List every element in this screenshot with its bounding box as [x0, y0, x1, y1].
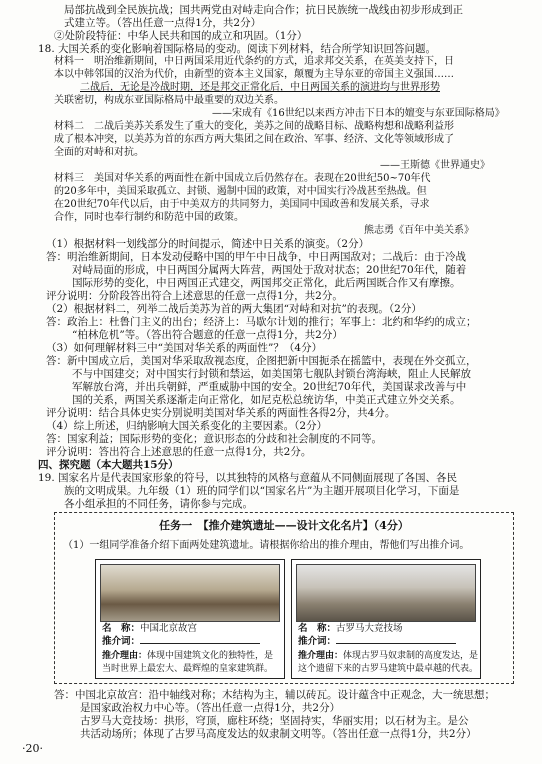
material-1: 材料一 明治维新期间，中日两国采用近代条约的方式，追求邦交关系，在英美支持下，日 — [54, 56, 454, 67]
text-line: 各小组承担的不同任务，请你参与完成。 — [64, 498, 253, 510]
material-1: 关联密切，构成东亚国际格局中最重要的双边关系。 — [54, 95, 284, 106]
material-1-underlined: 二战后，无论是冷战时期，还是邦交正常化后，中日两国关系的演进均与世界形势 — [80, 82, 440, 93]
answer-line: 答：政治上：杜鲁门主义的出台；经济上：马歇尔计划的推行；军事上：北约和华约的成立； — [46, 316, 477, 328]
text-line: 19. 国家名片是代表国家形象的符号，以其独特的风格与意蕴从不同侧面展现了各国、各民 — [38, 472, 458, 484]
sub-question-3: （3）如何理解材料三中“美国对华关系的两面性”？（4分） — [46, 342, 323, 354]
card-reason-2: 这个遗留下来的古罗马建筑中最卓越的代表。 — [298, 664, 479, 674]
material-2: 全面的对峙和对抗。 — [54, 147, 144, 158]
answer-line: 是国家政治权力中心等。（答出任意一点得1分，共2分） — [80, 702, 341, 714]
text-line: 四、探究题（本大题共15分） — [38, 459, 179, 471]
answer-line: “柏林危机”等。（答出符合题意的任意一点得1分，共2分） — [72, 329, 343, 341]
answer-line: 共活动场所；体现了古罗马高度发达的奴隶制文明等。（答出任意一点得1分，共2分） — [80, 728, 477, 740]
answer-line: 国际形势的变化，中日两国正式建交，两国邦交正常化，此后两国既合作又有摩擦。 — [72, 277, 461, 289]
material-3: 的20多年中，美国采取孤立、封锁、遏制中国的政策，对中国实行冷战甚至热战。但 — [54, 186, 427, 197]
card-name: 名 称：中国北京故宫 — [102, 623, 198, 634]
answer-line: 军解放台湾，并出兵朝鲜，严重威胁中国的安全。20世纪70年代，美国谋求改善与中 — [72, 381, 467, 393]
sub-question-1: （1）根据材料一划线部分的时间提示，简述中日关系的演变。（2分） — [46, 238, 370, 250]
material-1: 本以中韩邻国的汉治为代价，由新型的资本主义国家，颠覆为主导东亚的帝国主义强国…… — [54, 69, 454, 80]
card-reason-2: 当时世界上最宏大、最辉煌的皇家建筑群。 — [102, 664, 274, 674]
material-3: 在20世纪70年代以后，由于中美双方的共同努力，美国同中国政善和发展关系，寻求 — [54, 199, 430, 210]
text-line: 答：国家利益；国际形势的变化；意识形态的分歧和社会制度的不同等。 — [46, 433, 382, 445]
answer-line: 古罗马大竞技场：拱形，穹顶，廊柱环绕；坚固持实，华丽实用；以石材为主。是公 — [80, 715, 469, 727]
card-colosseum — [291, 559, 481, 679]
task-intro: （1）一组同学准备介绍下面两处建筑遗址。请根据你给出的推介理由，帮他们写出推介词。 — [63, 540, 470, 551]
card-intro-label: 推介词： — [298, 635, 456, 650]
answer-line: 答：中国北京故宫：沿中轴线对称；木结构为主，辅以砖瓦。设计蕴含中正观念，大一统思想； — [54, 689, 495, 701]
forbidden-city-image — [100, 564, 280, 622]
page-number: ·20· — [22, 742, 43, 755]
task-title: 任务一 【推介建筑遗址——设计文化名片】（4分） — [159, 519, 409, 532]
card-intro-label: 推介词： — [102, 635, 260, 650]
card-name: 名 称：古罗马大竞技场 — [298, 623, 403, 634]
card-reason: 推介理由：体现中国建筑文化的独特性，是 — [102, 651, 274, 661]
answer-line: 不与中国建交；对中国实行封锁和禁运，如美国第七舰队封锁台湾海峡，阻止人民解放 — [72, 368, 471, 380]
sub-question-2: （2）根据材料二，列举二战后美苏为首的两大集团“对峙和对抗”的表现。（2分） — [46, 303, 422, 315]
question-18: 18. 大国关系的变化影响着国际格局的变动。阅读下列材料，结合所学知识回答问题。 — [38, 43, 437, 55]
material-3: 材料三 美国对华关系的两面性在新中国成立后仍然存在。表现在20世纪50~70年代 — [54, 173, 431, 184]
answer-line: 答：明治维新期间，日本发动侵略中国的甲午中日战争，中日两国敌对；二战后：由于冷战 — [46, 251, 466, 263]
material-2: 材料二 二战后美苏关系发生了重大的变化，美苏之间的战略目标、战略构想和战略利益形 — [54, 121, 454, 132]
material-2-source: ——王斯德《世界通史》 — [380, 160, 490, 171]
answer-line: 国的关系，两国关系逐渐走向正常化，如尼克松总统访华，中美正式建立外交关系。 — [72, 394, 461, 406]
scoring-note: 评分说明：分阶段答出符合上述意思的任意一点得1分，共2分。 — [46, 290, 343, 302]
card-forbidden-city — [95, 559, 285, 679]
text-line: （4）综上所述，归纳影响大国关系变化的主要因素。（2分） — [46, 420, 328, 432]
material-1-source: ——宋成有《16世纪以来西方冲击下日本的嬗变与东亚国际格局》 — [212, 108, 505, 119]
scoring-note: 评分说明：结合具体史实分别说明美国对华关系的两面性各得2分，共4分。 — [46, 407, 396, 419]
card-reason: 推介理由：体现古罗马奴隶制的高度发达，是 — [298, 651, 479, 661]
answer-line: 对峙局面的形成，中日两国分属两大阵营，两国处于敌对状态；20世纪70年代，随着 — [72, 264, 467, 276]
text-line: 评分说明：答出符合上述意思的任意一点得1分，共2分。 — [46, 446, 312, 458]
text-line: 局部抗战到全民族抗战；国共两党由对峙走向合作；抗日民族统一战线由初步形成到正 — [64, 4, 463, 16]
task-box — [54, 512, 514, 684]
text-line: ②处阶段特征：中华人民共和国的成立和巩固。（1分） — [54, 30, 308, 42]
colosseum-image — [296, 564, 476, 622]
material-3-source: 熊志勇《百年中美关系》 — [364, 225, 474, 236]
text-line: 族的文明成果。九年级（1）班的同学们以“国家名片”为主题开展项目化学习，下面是 — [64, 485, 460, 497]
material-3: 合作，同时也奉行制约和防范中国的政策。 — [54, 212, 244, 223]
answer-line: 答：新中国成立后，美国对华采取敌视态度，企图把新中国扼杀在摇篮中，表现在外交孤立， — [46, 355, 477, 367]
material-2: 成了根本冲突，以美苏为首的东西方两大集团之间在政治、军事、经济、文化等领域形成了 — [54, 134, 454, 145]
text-line: 式建立等。（答出任意一点得1分，共2分） — [64, 17, 262, 29]
